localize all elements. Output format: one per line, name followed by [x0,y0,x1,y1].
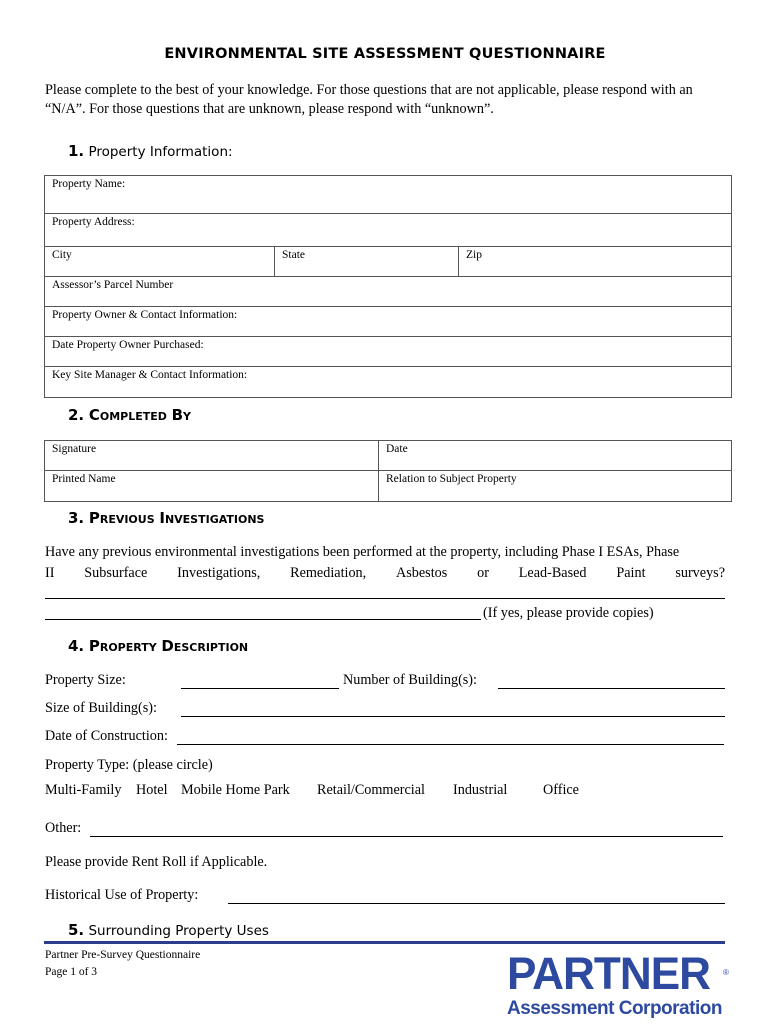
property-size-label: Property Size: [45,672,126,688]
section-2-letter-b: B [171,406,184,424]
type-option-office[interactable]: Office [543,782,579,798]
date-purchased-label: Date Property Owner Purchased: [52,339,204,351]
section-5-heading [68,921,269,939]
section-3-word-nvestigations: NVESTIGATIONS [164,513,265,526]
investigations-question-line2 [45,565,725,582]
parcel-number-label: Assessor’s Parcel Number [52,279,174,291]
logo-wordmark: PARTNER [507,948,711,999]
question-word: Paint [616,565,646,581]
section-2-letter-y: Y [183,410,191,423]
historical-use-line[interactable] [228,903,725,904]
section-4-letter-p: P [88,637,100,655]
historical-use-label: Historical Use of Property: [45,887,199,903]
date-label: Date [386,443,408,455]
investigations-answer-line-1[interactable] [45,598,725,599]
rent-roll-text: Please provide Rent Roll if Applicable. [45,854,268,870]
printed-name-label: Printed Name [52,473,116,485]
printed-name-field[interactable] [45,471,379,502]
city-field[interactable] [45,247,275,277]
relation-field[interactable] [379,471,732,502]
footer-text [45,947,200,981]
property-size-line[interactable] [181,688,339,689]
zip-field[interactable] [459,247,732,277]
section-4-number: 4. [68,637,85,655]
site-manager-field[interactable] [45,367,732,398]
logo-trademark-mark: ® [723,968,729,977]
state-field[interactable] [275,247,459,277]
property-address-label: Property Address: [52,216,135,228]
relation-label: Relation to Subject Property [386,473,517,485]
section-4-letter-d: D [161,637,174,655]
partner-logo [505,948,730,1024]
date-construction-label: Date of Construction: [45,728,168,744]
number-buildings-label: Number of Building(s): [343,672,477,688]
section-4-heading [68,637,248,655]
other-line[interactable] [90,836,723,837]
question-word: Subsurface [84,565,148,581]
property-type-label: Property Type: (please circle) [45,757,213,773]
site-manager-label: Key Site Manager & Contact Information: [52,369,248,381]
property-info-table [44,175,732,398]
question-word: or [477,565,489,581]
logo-subtitle: Assessment Corporation [507,998,722,1019]
signature-field[interactable] [45,441,379,471]
city-label: City [52,249,72,261]
type-option-retail-commercial[interactable]: Retail/Commercial [317,782,425,798]
section-1-label: Property Information: [88,144,233,160]
section-4-word-roperty: ROPERTY [99,641,157,654]
date-construction-line[interactable] [177,744,724,745]
question-word: Lead-Based [518,565,587,581]
number-buildings-line[interactable] [498,688,725,689]
zip-label: Zip [466,249,482,261]
section-3-word-revious: REVIOUS [99,513,155,526]
intro-text: Please complete to the best of your knowledge. For those questions that are not applicable, please respond with an “N/A”. For those questions that are unknown, please respond with “unknown”. [45,82,693,117]
footer-doc-name: Partner Pre-Survey Questionnaire [45,949,201,961]
completed-by-table [44,440,732,502]
state-label: State [282,249,305,261]
owner-contact-field[interactable] [45,307,732,337]
footer-divider [44,941,725,944]
document-title: ENVIRONMENTAL SITE ASSESSMENT QUESTIONNAIRE [164,46,606,62]
footer-page-number: Page 1 of 3 [45,966,98,978]
size-buildings-label: Size of Building(s): [45,700,157,716]
section-5-label: Surrounding Property Uses [88,923,269,939]
question-word: surveys? [675,565,725,581]
type-option-multi-family[interactable]: Multi-Family [45,782,122,798]
section-3-letter-p: P [88,509,100,527]
date-purchased-field[interactable] [45,337,732,367]
section-1-heading [68,142,233,160]
question-word: II [45,565,55,581]
date-field[interactable] [379,441,732,471]
question-word: Investigations, [177,565,261,581]
section-3-letter-i: I [159,509,165,527]
section-3-number: 3. [68,509,85,527]
owner-contact-label: Property Owner & Contact Information: [52,309,238,321]
copies-note: (If yes, please provide copies) [483,605,654,621]
section-5-number: 5. [68,921,85,939]
section-2-number: 2. [68,406,85,424]
investigations-question-line1: Have any previous environmental investigations been performed at the property, including Phase I ESAs, Phase [45,544,680,560]
section-3-heading [68,509,264,527]
parcel-number-field[interactable] [45,277,732,307]
property-address-field[interactable] [45,214,732,247]
type-option-hotel[interactable]: Hotel [136,782,168,798]
other-label: Other: [45,820,82,836]
signature-label: Signature [52,443,97,455]
question-word: Remediation, [290,565,367,581]
investigations-answer-line-2[interactable] [45,619,481,620]
property-name-label: Property Name: [52,178,126,190]
type-option-industrial[interactable]: Industrial [453,782,508,798]
section-4-word-escription: ESCRIPTION [173,641,249,654]
size-buildings-line[interactable] [181,716,725,717]
question-word: Asbestos [396,565,448,581]
section-2-letter-c: C [88,406,100,424]
type-option-mobile-home-park[interactable]: Mobile Home Park [181,782,290,798]
section-2-word-ompleted: OMPLETED [99,410,167,423]
section-1-number: 1. [68,142,85,160]
property-name-field[interactable] [45,176,732,214]
section-2-heading [68,406,191,424]
